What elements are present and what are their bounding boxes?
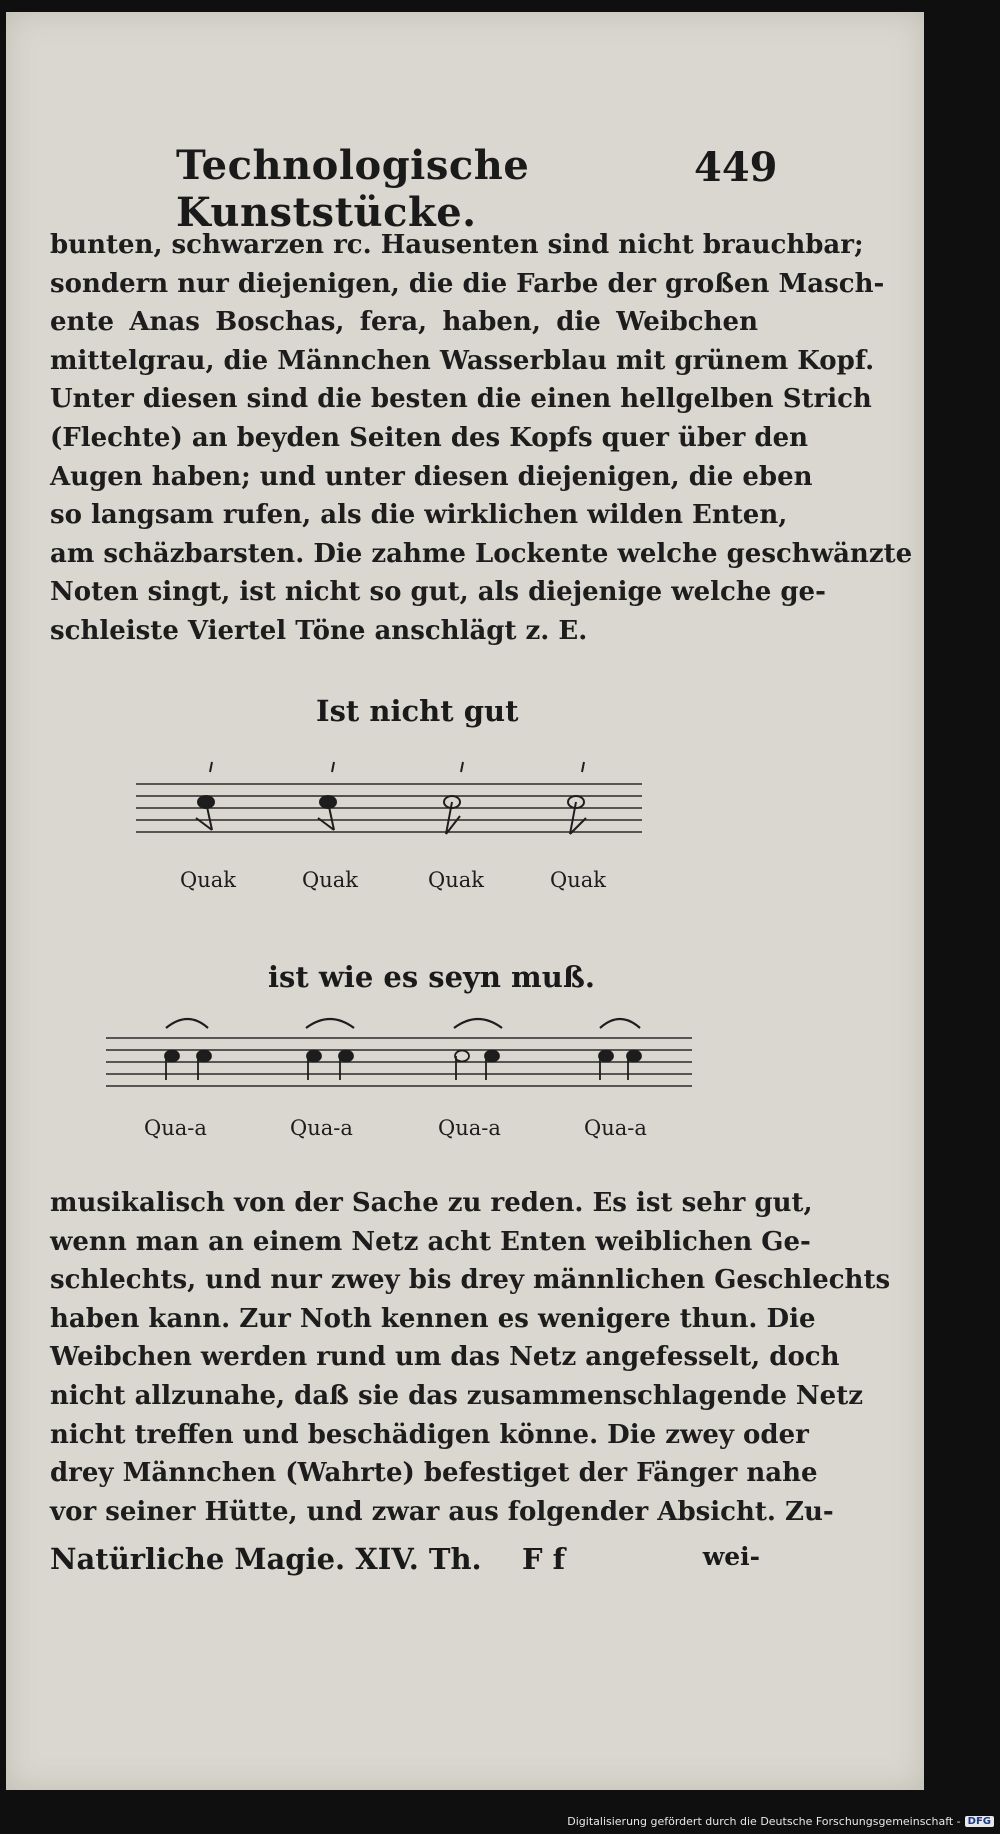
page-header bbox=[166, 142, 778, 236]
paragraph-lower bbox=[50, 1184, 891, 1531]
digitization-text: Digitalisierung gefördert durch die Deutsche Forschungsgemeinschaft - bbox=[567, 1814, 961, 1828]
syllable: Qua-a bbox=[438, 1116, 501, 1140]
text-line: Weibchen werden rund um das Netz angefesselt, doch bbox=[50, 1342, 840, 1373]
syllable: Qua-a bbox=[584, 1116, 647, 1140]
syllable: Quak bbox=[550, 868, 606, 892]
syllable: Qua-a bbox=[144, 1116, 207, 1140]
digitization-notice bbox=[567, 1812, 994, 1830]
signature-mark: F f bbox=[522, 1542, 566, 1576]
text-line: schleiste Viertel Töne anschlägt z. E. bbox=[50, 615, 588, 646]
text-line: haben kann. Zur Noth kennen es wenigere thun. Die bbox=[50, 1303, 816, 1334]
music-staff-bad bbox=[130, 760, 650, 870]
text-line: sondern nur diejenigen, die die Farbe der großen Masch- bbox=[50, 268, 885, 299]
syllable-row-good bbox=[100, 1116, 700, 1146]
syllable: Qua-a bbox=[290, 1116, 353, 1140]
notation-title-good: ist wie es seyn muß. bbox=[268, 960, 595, 994]
text-line: Augen haben; und unter diesen diejenigen, die eben bbox=[50, 461, 813, 492]
syllable: Quak bbox=[180, 868, 236, 892]
paragraph-upper bbox=[50, 226, 913, 651]
page-number: 449 bbox=[694, 144, 778, 191]
signature-title: Natürliche Magie. XIV. Th. bbox=[50, 1542, 482, 1576]
catchword: wei- bbox=[702, 1542, 760, 1571]
text-line: drey Männchen (Wahrte) befestiget der Fänger nahe bbox=[50, 1458, 818, 1489]
text-line: wenn man an einem Netz acht Enten weiblichen Ge- bbox=[50, 1226, 811, 1257]
text-line: ente Anas Boschas, fera, haben, die Weibchen bbox=[50, 307, 758, 338]
page-footer bbox=[50, 1542, 760, 1586]
dfg-logo: DFG bbox=[965, 1816, 994, 1827]
book-page bbox=[6, 12, 924, 1790]
text-line: (Flechte) an beyden Seiten des Kopfs quer über den bbox=[50, 422, 809, 453]
text-line: nicht treffen und beschädigen könne. Die zwey oder bbox=[50, 1419, 809, 1450]
text-line: am schäzbarsten. Die zahme Lockente welche geschwänzte bbox=[50, 538, 913, 569]
text-line: vor seiner Hütte, und zwar aus folgender Absicht. Zu- bbox=[50, 1496, 834, 1527]
syllable: Quak bbox=[428, 868, 484, 892]
text-line: bunten, schwarzen rc. Hausenten sind nicht brauchbar; bbox=[50, 230, 864, 260]
music-staff-good bbox=[100, 1008, 700, 1118]
syllable: Quak bbox=[302, 868, 358, 892]
text-line: mittelgrau, die Männchen Wasserblau mit grünem Kopf. bbox=[50, 345, 875, 376]
syllable-row-bad bbox=[130, 868, 650, 898]
text-line: nicht allzunahe, daß sie das zusammenschlagende Netz bbox=[50, 1380, 863, 1411]
text-line: schlechts, und nur zwey bis drey männlichen Geschlechts bbox=[50, 1265, 891, 1296]
running-title: Technologische Kunststücke. bbox=[176, 142, 530, 236]
notation-title-bad: Ist nicht gut bbox=[316, 694, 519, 728]
text-line: Noten singt, ist nicht so gut, als diejenige welche ge- bbox=[50, 577, 826, 608]
text-line: so langsam rufen, als die wirklichen wilden Enten, bbox=[50, 500, 788, 531]
text-line: musikalisch von der Sache zu reden. Es ist sehr gut, bbox=[50, 1188, 813, 1218]
text-line: Unter diesen sind die besten die einen hellgelben Strich bbox=[50, 384, 872, 415]
